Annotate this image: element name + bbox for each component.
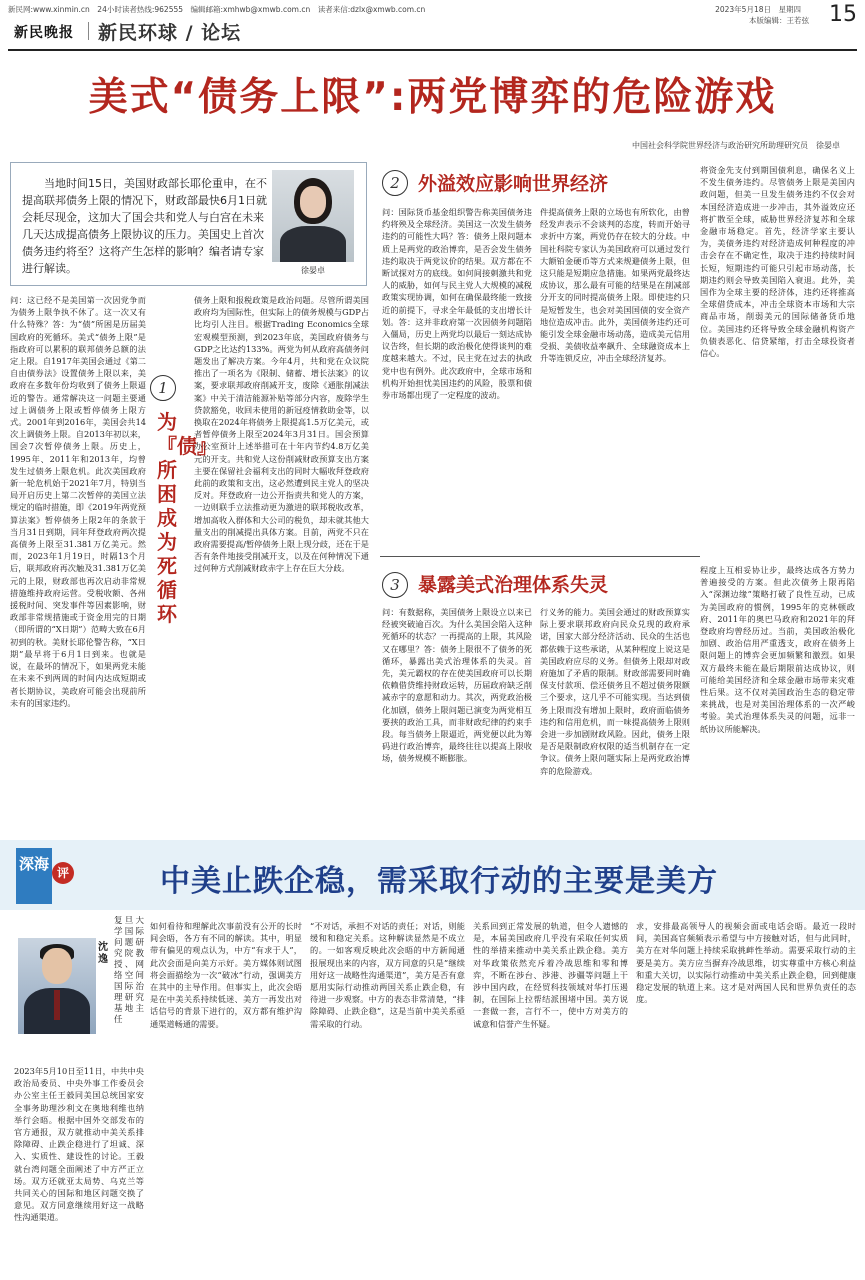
section-2-title: 外溢效应影响世界经济 xyxy=(418,173,609,195)
section-1-column-1: 问：这已经不是美国第一次因党争而为债务上限争执不休了。这一次又有什么特殊？答：为“债”所困是历届美国政府的死循环。美式“债务上限”是指政府可以累积的联邦债务总额的法定上限。自1917年美国会通过《第二自由债券法》设置债务上限以来，美政府在多数年份均收到了债务上限逼近的警告。通常解决这一问题主要通过上调债务上限或暂停债务上限方式。2001年到2016年，美国会共14次上调债务上限。自2013年初以来，国会7次暂停债务上限。历史上，1995年、2011年和2013年，均曾发生过债务上限危机。此次美国政府新一轮危机始于2021年7月，特别当局开启历史上第二次暂停的美国立法规定的临时措施，即《2019年两党预算法案》暂停债务上限2年的条款于当月31日到期，同年拜登政府两次提高债务上限至31.381万亿美元。然而，2023年1月19日，时隔13个月后，联邦政府再次触及31.381万亿美元的上限，财政部也再次启动非常规措施维持政府运营。受税收额、各州援税时间、突发事件等因素影响，财政部非常规措施或于资金用完的日期（即所谓的“X日期”）范畴大致在6月初到的秋。美财长耶伦警告称，“X日期”最早将于6月1日到来。也就是说，在最坏的情况下，如果两党未能在未来不到两周的时间内达成短期或者长期协议，美政府可能会出现前所未有的国家违约。 xyxy=(10,295,146,708)
column-logo: 深海 xyxy=(16,848,52,904)
section-3-title: 暴露美式治理体系失灵 xyxy=(418,574,609,596)
page-editor: 本版编辑：王若弦 xyxy=(749,16,809,25)
section-1-column-2: 债务上限和报税政策是政治问题。尽管所谓美国政府均为国际性，但实际上的债务规模与GDP占比均引人注目。根据Trading Economics全球宏观模型预测，到2023年底，美国政府债务与GDP之比达约133%。两党为何从政府高债务问题发出了解决方案。今年4月，共和党在众议院推出了一项名为《限制、储蓄、增长法案》的议案，要求联邦政府削减开支，废除《通胀削减法案》中关于清洁能源补贴等部分内容，废除学生贷款豁免，收回未使用的新冠疫情救助金等，以换取在2024年将债务上限提高1.5万亿美元，或者暂停债务上限至2024年3月31日。国会预算办公室预计上述举措可在十年内节约4.8万亿美元的开支。共和党人这份削减财政预算支出方案主要在保留社会福利支出的同时大幅收拜登政府此前的政策和支出，这必然遭到民主党人的坚决反对。拜登政府一边公开指责共和党人的方案，一边则联手立法推动更为激进的联邦税收改革，增加高收入群体和大公司的税负，却未就其他大量支出的削减提出具体方案。目前，两党不只在政府需要提高/暂停债务上限上现分歧，还在于是否有条件地接受削减开支，以及在何种情况下通过何种方式削减财政赤字上存在巨大分歧。 xyxy=(194,295,369,574)
commentary-column-4: 关系回到正常发展的轨道，但令人遗憾的是，本届美国政府几乎没有采取任何实质性的举措来推动中美关系止跌企稳。美方对华政策依然充斥着冷战思维和零和博弈，不断在涉台、涉港、涉疆等问题上干涉中国内政，在经贸科技领域对华打压遏制，在国际上拉帮结派围堵中国。美方说一套做一套，言行不一，使中方对美方的诚意和信誉产生怀疑。 xyxy=(473,921,628,1029)
commentary-column-2: 如何看待和理解此次事前没有公开的长时间会晤，各方有不同的解读。其中，明显带有偏见的观点认为，中方“有求于人”，此次会面是向美方示好。美方媒体则试图将会面描绘为一次“破冰”行动，强调美方在其中的主导作用。但事实上，此次会晤是在中美关系持续低迷、美方一再发出对话信号的背景下进行的，双方都有维护沟通渠道畅通的需要。 xyxy=(150,921,302,1029)
commentary-title: 中美止跌企稳，需采取行动的主要是美方 xyxy=(160,864,718,899)
intro-text: 当地时间15日，美国财政部长耶伦重申，在不提高联邦债务上限的情况下，财政部最快6月1日就会耗尽现金，这加大了国会共和党人与白宫在未来几天达成提高债务上限协议的压力。美国史上首次债务违约将至？这将产生怎样的影响？编者请专家进行解读。 xyxy=(22,177,267,275)
article-title: 美式“债务上限”:两党博弈的危险游戏 xyxy=(88,75,777,120)
page-number: 15 xyxy=(829,2,857,27)
commentary-column-3: “不对话，承担不对话的责任；对话，则能缓和和稳定关系。这种解读显然是不成立的。一如客观反映此次会晤的中方新闻通报展现出来的内容，双方同意的只是”继续用好这一战略性沟通渠道”，美方是否有意愿用实际行动推动两国关系止跌企稳，有待进一步观察。中方的表态非常清楚，“排除障碍、止跌企稳”，这是当前中美关系亟需采取的行动。 xyxy=(310,921,465,1029)
section-2-column-3: 将资金先支付到期国债利息，确保名义上不发生债务违约。尽管债务上限是美国内政问题，但美一旦发生债务违约不仅会对本国经济造成进一步冲击，其外溢效应还将扩散至全球，威胁世界经济复苏和全球金融市场稳定。首先，经济学家主要认为，美债务违约对经济造成何种程度的冲击会存在不确定性，取决于违约持续时间长短，短期违约可能只引起市场动荡，长期违约则会导致美国陷入衰退。此外，美国作为全球主要的经济体，违约还将推高全球借贷成本，冲击全球资本市场和大宗商品市场，削弱美元的国际储备货币地位。美国违约还将导致全球金融机构资产负债表恶化、信贷紧缩，打击全球投资者信心。 xyxy=(700,165,855,359)
section-3-column-3: 程度上互相妥协让步，最终达成各方势力普遍接受的方案。但此次债务上限再陷入“深渊边缘”策略打破了良性互动，已成为美国政府的惯例，1995年的克林顿政府、2011年的奥巴马政府和2021年的拜登政府均曾经历过。当前，美国政治极化加剧、政治信用严重透支，政府在债务上限问题上的博弈会更加频繁和激烈。如果双方最终未能在最后期限前达成协议，则可能给美国经济和全球金融市场带来灾难性后果。这不仅对美国政治生态的稳定带来挑战，也是对美国治理体系的一次严峻考验。美式治理体系失灵的问题，远非一纸协议所能解决。 xyxy=(700,565,855,734)
commentary-column-1: 2023年5月10日至11日，中共中央政治局委员、中央外事工作委员会办公室主任王毅同美国总统国家安全事务助理沙利文在奥地利维也纳举行会晤。根据中国外交部发布的官方通报，双方就推动中美关系排除障碍、止跌企稳进行了坦诚、深入、实质性、建设性的讨论。王毅就台湾问题全面阐述了中方严正立场。双方还就亚太局势、乌克兰等共同关心的国际和地区问题交换了意见。双方同意继续用好这一战略性沟通渠道。 xyxy=(14,1066,144,1223)
commentator-photo xyxy=(18,938,96,1034)
section-3-column-1: 问：有数据称，美国债务上限设立以来已经被突破逾百次。为什么美国会陷入这种死循环的状态？一再提高的上限，其风险又在哪里？答：债务上限很不了债务的死循环，暴露出美式治理体系的失灵。首先，美元霸权的存在使美国政府可以长期依赖借贷维持财政运转，历届政府缺乏削减赤字的意愿和动力。其次，两党政治极化加剧，债务上限问题已演变为两党相互要挟的政治工具，而非财政纪律的约束手段。每当债务上限逼近，两党便以此为筹码进行政治博弈，最终往往以提高上限收场，债务规模不断膨胀。 xyxy=(382,607,532,764)
newspaper-brand: 新民晚报 xyxy=(14,25,74,41)
section-1-number: 1 xyxy=(150,375,176,401)
article-byline: 中国社会科学院世界经济与政治研究所助理研究员 徐晏卓 xyxy=(632,141,840,150)
photo-caption: 徐晏卓 xyxy=(301,266,325,275)
column-logo-badge: 评 xyxy=(52,862,74,884)
contact-info: 新民网:www.xinmin.cn 24小时读者热线:962555 编辑邮箱:xmhwb@xmwb.com.cn 读者来信:dzlx@xmwb.com.cn xyxy=(8,5,426,14)
section-3-column-2: 行义务的能力。美国会通过的财政预算实际上要求联邦政府向民众兑现的政府承诺，国家大部分经济活动、民众的生活也都依赖于这些承诺，从某种程度上说这是美国政府应尽的义务。但债务上限却对政府施加了矛盾的限制。财政部需要同时确保支付款项、偿还债务且不超过债务限额三个要求，这几乎不可能实现。当达到债务上限而没有增加上限时，政府面临债务违约和信用危机，而一味提高债务上限则会进一步加剧财政风险。因此，债务上限是否是限制政府权限的适当机制存在一定争议。债务上限问题实际上是两党政治博弈的危险游戏。 xyxy=(540,607,690,776)
commentator-title: 复旦大学国际问题研究院教授、网络空间国际治理研究基地主任 xyxy=(114,916,144,1025)
commentary-column-5: 求，安排最高领导人的视频会面或电话会晤。最近一段时间，美国高官频频表示希望与中方接触对话，但与此同时，美方在对华问题上持续采取挑衅性举动。需要采取行动的主要是美方。美方应当摒弃冷战思维，切实尊重中方核心利益和重大关切，以实际行动推动中美关系止跌企稳，回到健康稳定发展的轨道上来。这才是对两国人民和世界负责任的态度。 xyxy=(636,921,856,1005)
section-2-column-1: 问：国际货币基金组织警告称美国债务违约将殃及全球经济。美国这一次发生债务违约的可能性大吗？答：债务上限问题本质上是两党的政治博弈，是否会发生债务违约取决于两党议价的结果。双方都在不断试探对方的底线。如何间接刺激共和党人的威胁，如何与民主党人大规模的减税政策实现协调，如何在确保最终能一致接近的前提下，寻求全年最低的支出增长计划。答：这并非政府第一次因债务问题陷入僵局，历史上两党均以最后一刻达成协议告终，但长期的政治极化使得谈判的难度越来越大。不过，民主党在过去的执政党中也有例外。此次政府中，全球市场和机构开始担忧美国违约的风险，股票和债券市场都出现了一定程度的波动。 xyxy=(382,207,532,401)
top-info-bar xyxy=(8,2,857,16)
header-divider xyxy=(88,22,89,40)
section-2-number: 2 xyxy=(382,170,408,196)
section-3-number: 3 xyxy=(382,572,408,598)
section-name: 新民环球 / 论坛 xyxy=(98,22,242,44)
section-1-title: 为『债』所困成为死循环 xyxy=(157,410,217,626)
author-photo xyxy=(272,170,354,262)
issue-date: 2023年5月18日 星期四 xyxy=(715,5,801,14)
commentator-name: 沈逸 xyxy=(98,942,108,965)
section-2-column-2: 件提高债务上限的立场也有所软化，由曾经发声表示不会谈判的态度，转而开始寻求折中方案，两党仍存在较大的分歧。中国社科院专家认为美国政府可以通过发行大额铂金硬币等方式来规避债务上限，但这只能是短期应急措施。如果两党最终达成协议，那么最有可能的结果是在削减部分开支的同时提高债务上限。即使违约只是短暂发生，也会对美国国债的安全资产地位造成冲击。此外，美国债务违约还可能引发全球金融市场动荡，造成美元信用受损、美债收益率飙升、全球融资成本上升等连锁反应，冲击全球经济复苏。 xyxy=(540,207,690,364)
section-divider xyxy=(380,556,700,557)
header-rule xyxy=(8,49,857,51)
